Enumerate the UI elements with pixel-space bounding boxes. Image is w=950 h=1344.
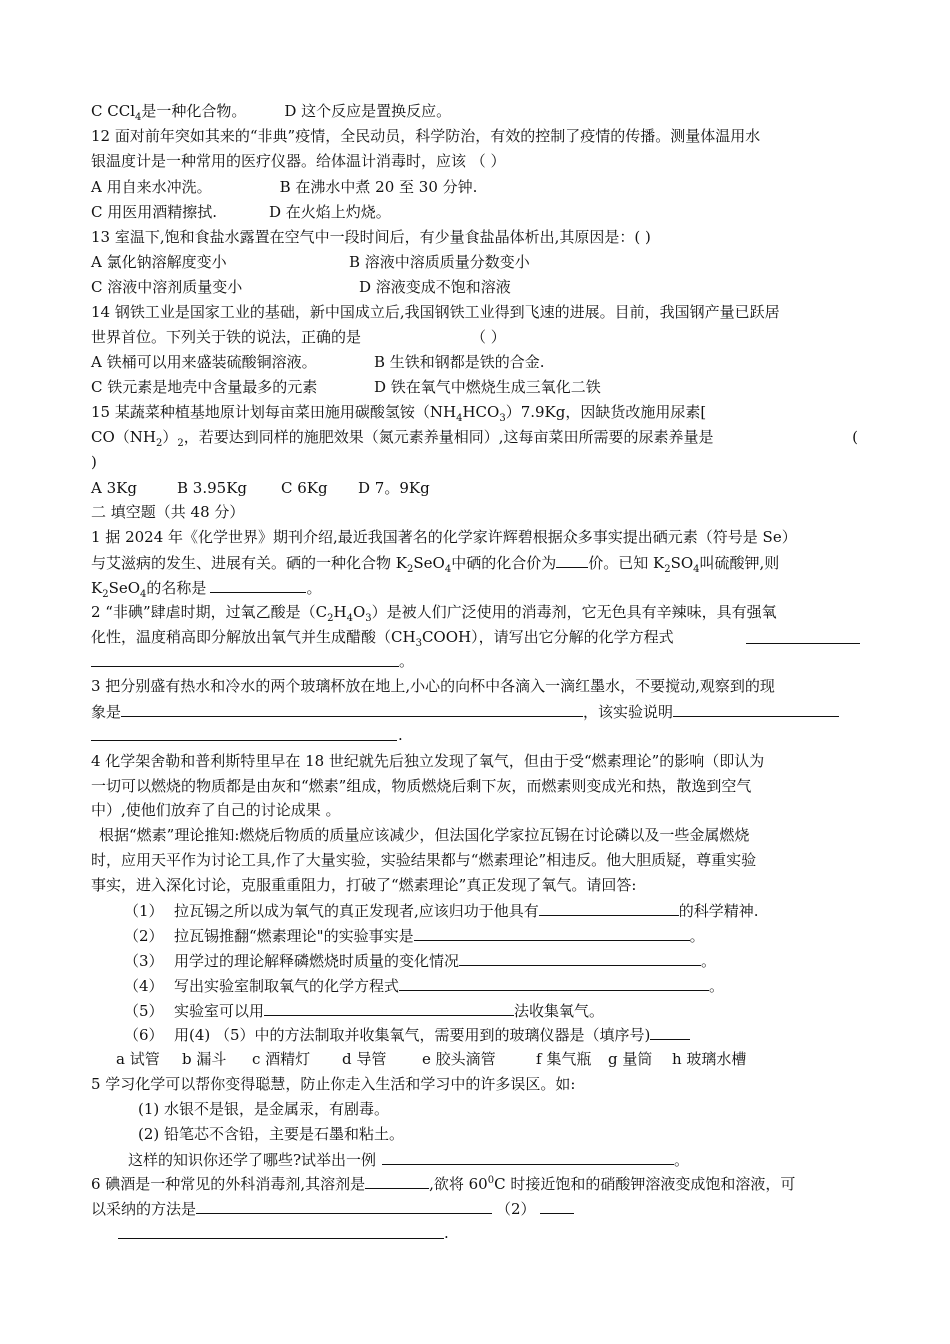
f3-explanation-blank-2[interactable] [91,740,397,741]
f2-equation-blank-1[interactable] [746,643,860,644]
q15-option-c: C 6Kg [281,479,328,497]
f6-solvent-blank[interactable] [365,1174,429,1189]
f6-line2: 以采纳的方法是 （2） [91,1199,862,1218]
q15-open-paren: ( [852,428,858,446]
option-a: a 试管 [116,1050,160,1068]
q14-stem-line2: 世界首位。下列关于铁的说法，正确的是 （ ） [91,328,506,346]
f4-line1: 4 化学架舍勒和普利斯特里早在 18 世纪就先后独立发现了氧气，但由于受“燃素理论”的影响（即认为 [91,752,765,770]
q14-options-cd [91,378,862,396]
f2-line2: 化性，温度稍高即分解放出氧气并生成醋酸$(CH_3COOH)$，请写出它分解的化学方程式 [91,628,674,649]
f6-method-blank-3[interactable] [118,1238,444,1239]
q14-stem-line1: 14 钢铁工业是国家工业的基础，新中国成立后,我国钢铁工业得到飞速的进展。目前，我国钢产量已跃居 [91,303,780,321]
f4-item-4: （4） 写出实验室制取氧气的化学方程式 。 [124,977,725,995]
f1-name-blank[interactable] [210,578,306,593]
f3-line1: 3 把分别盛有热水和冷水的两个玻璃杯放在地上,小心的向杯中各滴入一滴红墨水，不要搅动,观察到的现 [91,677,775,695]
q13-options-ab [91,253,862,271]
f5-line4: 这样的知识你还学了哪些?试举出一例 。 [128,1151,690,1169]
f3-line2: 象是 ，该实验说明 [91,702,862,721]
f1-line2: 与艾滋病的发生、进展有关。硒的一种化合物 $K_2SeO_4$中硒的化合价为 价。已知 $K_2SO_4$叫硫酸钾,则 [91,554,780,575]
f5-example-blank[interactable] [382,1150,674,1165]
q13-option-b: B 溶液中溶质质量分数变小 [349,253,530,271]
q15-stem-line2: $CO(NH_2)_2$，若要达到同样的施肥效果（氮元素养量相同）,这每亩菜田所需要的尿素养量是 [91,428,714,449]
f6-line1: 6 碘酒是一种常见的外科消毒剂,其溶剂是 ,欲将 $60^0C$ 时接近饱和的硝酸钾溶液变成饱和溶液，可 [91,1175,796,1193]
q13-option-a: A 氯化钠溶解度变小 [91,253,227,271]
f4-item-2: （2） 拉瓦锡推翻“燃素理论"的实验事实是 。 [124,927,705,945]
f4-glassware-options [116,1050,862,1068]
f4-line2: 一切可以燃烧的物质都是由灰和“燃素”组成，物质燃烧后剩下灰，而燃素则变成光和热，散逸到空气 [91,777,752,795]
q14-option-b: B 生铁和钢都是铁的合金. [374,353,545,371]
f4-line4: 根据“燃素”理论推知:燃烧后物质的质量应该减少，但法国化学家拉瓦锡在讨论磷以及一些金属燃烧 [99,826,750,844]
f4-item-1-blank[interactable] [539,901,679,916]
q12-stem-line2: 银温度计是一种常用的医疗仪器。给体温计消毒时，应该 （ ） [91,152,506,170]
q15-close-paren: ) [91,453,97,471]
option-f: f 集气瓶 [536,1050,592,1068]
f1-line1: 1 据 2024 年《化学世界》期刊介绍,最近我国著名的化学家许辉碧根据众多事实提出硒元素（符号是 Se） [91,528,797,546]
f4-item-3: （3） 用学过的理论解释磷燃烧时质量的变化情况 。 [124,952,717,970]
f3-period: . [398,726,403,744]
q11-options-cd [91,102,862,123]
f6-period: . [444,1224,449,1242]
q15-stem-line1: 15 某蔬菜种植基地原计划每亩菜田施用碳酸氢铵$(NH_4HCO_3)7.9Kg$，因缺货改施用尿素[ [91,403,707,424]
f3-phenomenon-blank[interactable] [121,702,583,717]
f4-item-5-blank[interactable] [264,1001,514,1016]
q12-options-cd [91,203,862,221]
option-b: b 漏斗 [182,1050,227,1068]
q12-options-ab [91,178,862,196]
q15-options [91,479,862,497]
q11-option-c: C CCl$_4$是一种化合物。 [91,102,247,123]
f5-example-1: (1) 水银不是银，是金属汞，有剧毒。 [138,1100,390,1118]
f4-line6: 事实，进入深化讨论，克服重重阻力，打破了“燃素理论”真正发现了氧气。请回答: [91,876,637,894]
option-c: c 酒精灯 [252,1050,311,1068]
q12-option-d: D 在火焰上灼烧。 [269,203,391,221]
q12-option-b: B 在沸水中煮 20 至 30 分钟. [279,178,478,196]
option-h: h 玻璃水槽 [672,1050,747,1068]
q12-option-c: C 用医用酒精擦拭. [91,203,218,221]
f2-line1: 2 “非碘”肆虐时期，过氧乙酸是$(C_2H_4O_3)$是被人们广泛使用的消毒剂，它无色具有辛辣味，具有强氧 [91,603,777,624]
f1-valence-blank[interactable] [556,553,588,568]
q11-option-d: D 这个反应是置换反应。 [284,102,452,120]
f5-example-2: (2) 铅笔芯不含铅，主要是石墨和粘土。 [138,1125,405,1143]
q14-answer-bracket: （ ） [471,328,506,346]
f4-item-1: （1） 拉瓦锡之所以成为氧气的真正发现者,应该归功于他具有 的科学精神. [124,902,759,920]
f2-period: 。 [399,652,415,670]
f4-line5: 时，应用天平作为讨论工具,作了大量实验，实验结果都与“燃素理论”相违反。他大胆质疑，尊重实验 [91,851,757,869]
f4-item-6-blank[interactable] [650,1025,690,1040]
section-2-title: 二 填空题（共 48 分） [91,503,245,521]
q12-option-a: A 用自来水冲洗。 [91,178,212,196]
f4-item-5: （5） 实验室可以用 法收集氧气。 [124,1002,605,1020]
q13-option-c: C 溶液中溶剂质量变小 [91,278,243,296]
q15-option-b: B 3.95Kg [177,479,247,497]
q12-stem-line1: 12 面对前年突如其来的“非典”疫情，全民动员，科学防治，有效的控制了疫情的传播。测量体温用水 [91,127,761,145]
q15-option-d: D 7。9Kg [358,479,430,497]
option-d: d 导管 [342,1050,387,1068]
f4-line3: 中）,使他们放弃了自己的讨论成果 。 [91,801,341,819]
q14-option-a: A 铁桶可以用来盛装硫酸铜溶液。 [91,353,317,371]
f6-method-blank-2[interactable] [540,1199,574,1214]
f1-line3: $K_2SeO_4$的名称是 。 [91,579,322,600]
f4-item-4-blank[interactable] [399,976,709,991]
q15-option-a: A 3Kg [91,479,137,497]
q14-options-ab [91,353,862,371]
q14-option-c: C 铁元素是地壳中含量最多的元素 [91,378,318,396]
q13-stem: 13 室温下,饱和食盐水露置在空气中一段时间后，有少量食盐晶体析出,其原因是：( ) [91,228,651,246]
q14-option-d: D 铁在氧气中燃烧生成三氧化二铁 [374,378,601,396]
f2-equation-blank-2[interactable] [91,666,399,667]
option-e: e 胶头滴管 [422,1050,496,1068]
f4-item-3-blank[interactable] [459,951,701,966]
f3-explanation-blank-1[interactable] [673,702,839,717]
q13-options-cd [91,278,862,296]
f6-method-blank-1[interactable] [196,1199,492,1214]
q13-option-d: D 溶液变成不饱和溶液 [359,278,511,296]
f5-line1: 5 学习化学可以帮你变得聪慧，防止你走入生活和学习中的许多误区。如: [91,1075,576,1093]
option-g: g 量筒 [608,1050,653,1068]
f4-item-2-blank[interactable] [414,926,690,941]
f4-item-6: （6） 用(4) （5）中的方法制取并收集氧气，需要用到的玻璃仪器是（填序号) [124,1025,862,1044]
